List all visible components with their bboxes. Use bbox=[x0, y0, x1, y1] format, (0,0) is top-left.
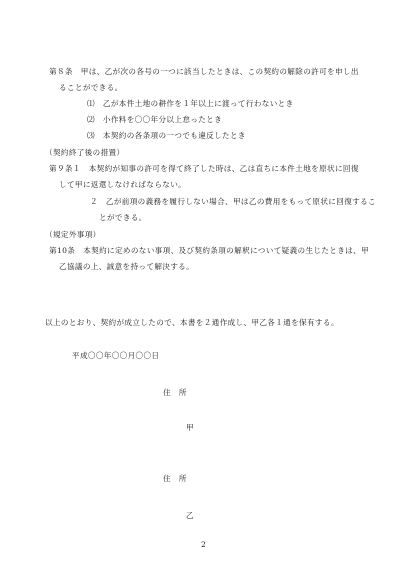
article-8-item-1: ⑴ 乙が本件土地の耕作を１年以上に渡って行わないとき bbox=[87, 99, 294, 108]
party-b-label: 乙 bbox=[186, 511, 194, 520]
address-label-party-b: 住 所 bbox=[163, 474, 187, 483]
article-8-line-1: 第８条 甲は、乙が次の各号の一つに該当したときは、この契約の解除の許可を申し出 bbox=[49, 67, 359, 76]
article-9-line-1: 第９条１ 本契約が知事の許可を得て終了した時は、乙は直ちに本件土地を原状に回復 bbox=[49, 164, 359, 173]
article-9-line-2: して甲に返還しなければならない。 bbox=[59, 180, 187, 189]
closing-statement: 以上のとおり、契約が成立したので、本書を２通作成し、甲乙各１通を保有する。 bbox=[45, 318, 339, 327]
party-a-label: 甲 bbox=[186, 423, 194, 432]
page-number: 2 bbox=[201, 540, 207, 549]
article-10-line-1: 第10条 本契約に定めのない事項、及び契約条項の解釈について疑義の生じたときは、甲 bbox=[49, 246, 370, 255]
heading-termination: （契約終了後の措置） bbox=[45, 148, 125, 157]
heading-unspecified: （規定外事項） bbox=[45, 230, 101, 239]
article-8-item-2: ⑵ 小作料を〇〇年分以上怠ったとき bbox=[87, 115, 223, 124]
address-label-party-a: 住 所 bbox=[163, 388, 187, 397]
article-9-para-2-line-1: ２ 乙が前項の義務を履行しない場合、甲は乙の費用をもって原状に回復するこ bbox=[90, 197, 376, 206]
article-8-item-3: ⑶ 本契約の各条項の一つでも違反したとき bbox=[87, 131, 246, 140]
contract-date: 平成〇〇年〇〇月〇〇日 bbox=[72, 351, 160, 360]
article-8-line-2: ることができる。 bbox=[59, 83, 123, 92]
article-9-para-2-line-2: とができる。 bbox=[99, 213, 147, 222]
article-10-line-2: 乙協議の上、誠意を持って解決する。 bbox=[59, 262, 195, 271]
